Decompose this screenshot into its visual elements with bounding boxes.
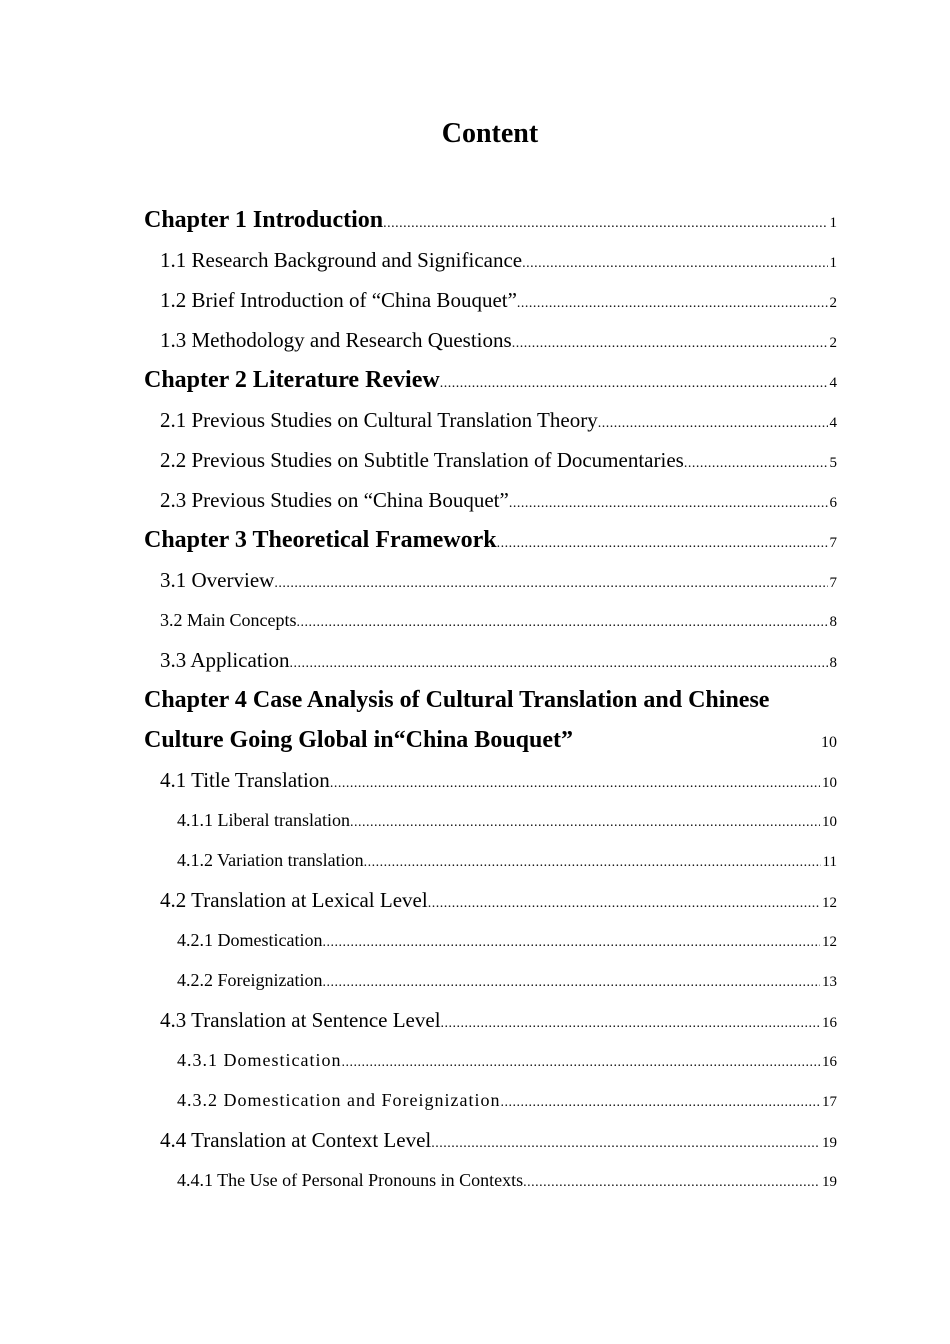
dot-leader <box>523 1163 820 1203</box>
toc-page-number: 16 <box>822 1015 837 1031</box>
dot-leader <box>522 244 827 284</box>
toc-page-number: 11 <box>822 854 837 870</box>
toc-page-number: 13 <box>822 974 837 990</box>
dot-leader <box>364 843 821 883</box>
dot-leader <box>330 764 820 804</box>
toc-entry-label-line1: Chapter 4 Case Analysis of Cultural Translation and Chinese <box>144 687 770 713</box>
toc-entry-section[interactable] <box>144 240 837 280</box>
dot-leader <box>684 444 828 484</box>
toc-page-number: 8 <box>829 655 837 671</box>
toc-page-number: 19 <box>822 1174 837 1190</box>
toc-entry-subsection[interactable] <box>144 800 837 840</box>
toc-entry-label: 4.1.2 Variation translation <box>177 850 364 870</box>
toc-entry-label: 4.3 Translation at Sentence Level <box>160 1008 441 1032</box>
toc-entry-subsection[interactable] <box>144 840 837 880</box>
toc-entry-label: Culture Going Global in“China Bouquet” <box>144 727 573 753</box>
toc-page-number: 10 <box>822 775 837 791</box>
table-of-contents <box>144 200 837 1200</box>
toc-entry-section[interactable] <box>144 560 837 600</box>
toc-entry-section[interactable] <box>144 1120 837 1160</box>
toc-entry-label: 4.2.1 Domestication <box>177 930 323 950</box>
toc-page-number: 16 <box>822 1054 837 1070</box>
toc-entry-label: 4.1.1 Liberal translation <box>177 810 350 830</box>
toc-entry-section[interactable] <box>144 480 837 520</box>
toc-entry-label: Chapter 1 Introduction <box>144 207 384 233</box>
toc-page-number: 10 <box>821 734 837 751</box>
dot-leader <box>509 484 828 524</box>
dot-leader <box>441 1004 820 1044</box>
toc-entry-label: 1.2 Brief Introduction of “China Bouquet” <box>160 288 517 312</box>
toc-entry-section[interactable] <box>144 1000 837 1040</box>
toc-page-number: 4 <box>829 415 837 431</box>
dot-leader <box>322 963 820 1003</box>
toc-page-number: 17 <box>822 1094 837 1110</box>
dot-leader <box>341 1043 820 1083</box>
dot-leader <box>598 404 828 444</box>
dot-leader <box>274 564 827 604</box>
toc-page-number: 8 <box>829 614 837 630</box>
toc-entry-label: 2.2 Previous Studies on Subtitle Translation of Documentaries <box>160 448 684 472</box>
dot-leader <box>512 324 828 364</box>
toc-entry-section[interactable] <box>144 760 837 800</box>
dot-leader <box>297 603 828 643</box>
toc-entry-label: Chapter 3 Theoretical Framework <box>144 527 497 553</box>
toc-page-number: 4 <box>829 375 837 391</box>
toc-entry-section[interactable] <box>144 600 837 640</box>
toc-entry-section[interactable] <box>144 440 837 480</box>
toc-entry-label: 3.3 Application <box>160 648 290 672</box>
toc-page-number: 12 <box>822 895 837 911</box>
toc-entry-label: 4.4.1 The Use of Personal Pronouns in Contexts <box>177 1170 524 1190</box>
dot-leader <box>383 204 827 244</box>
toc-entry-label: 3.2 Main Concepts <box>160 610 297 630</box>
toc-entry-line2 <box>144 720 837 760</box>
toc-entry-chapter[interactable] <box>144 360 837 400</box>
dot-leader <box>431 1124 820 1164</box>
dot-leader <box>350 803 820 843</box>
toc-entry-label: Chapter 2 Literature Review <box>144 367 440 393</box>
toc-entry-label: 4.2 Translation at Lexical Level <box>160 888 428 912</box>
toc-entry-section[interactable] <box>144 640 837 680</box>
toc-page-number: 10 <box>822 814 837 830</box>
toc-entry-label: 1.1 Research Background and Significance <box>160 248 523 272</box>
toc-entry-label: 4.4 Translation at Context Level <box>160 1128 432 1152</box>
toc-entry-label: 4.3.1 Domestication <box>177 1050 342 1070</box>
dot-leader <box>428 884 820 924</box>
toc-page-number: 7 <box>829 535 837 551</box>
toc-page-number: 2 <box>829 295 837 311</box>
toc-entry-subsection[interactable] <box>144 960 837 1000</box>
toc-entry-subsection[interactable] <box>144 920 837 960</box>
dot-leader <box>440 364 828 404</box>
dot-leader <box>290 644 828 684</box>
toc-entry-label: 2.3 Previous Studies on “China Bouquet” <box>160 488 509 512</box>
dot-leader <box>322 923 820 963</box>
toc-entry-label: 4.3.2 Domestication and Foreignization <box>177 1090 501 1110</box>
toc-page-number: 7 <box>829 575 837 591</box>
toc-entry-label: 4.1 Title Translation <box>160 768 330 792</box>
toc-entry-section[interactable] <box>144 280 837 320</box>
toc-entry-label: 4.2.2 Foreignization <box>177 970 323 990</box>
toc-entry-subsection[interactable] <box>144 1160 837 1200</box>
toc-page-number: 6 <box>829 495 837 511</box>
toc-entry-label: 3.1 Overview <box>160 568 275 592</box>
toc-entry-subsection[interactable] <box>144 1080 837 1120</box>
toc-page-number: 19 <box>822 1135 837 1151</box>
toc-entry-label: 1.3 Methodology and Research Questions <box>160 328 512 352</box>
toc-entry-subsection[interactable] <box>144 1040 837 1080</box>
toc-entry-section[interactable] <box>144 400 837 440</box>
toc-entry-chapter[interactable] <box>144 520 837 560</box>
toc-page-number: 12 <box>822 934 837 950</box>
page-title: Content <box>441 118 539 149</box>
toc-entry-section[interactable] <box>144 880 837 920</box>
toc-entry-chapter[interactable] <box>144 200 837 240</box>
dot-leader <box>517 284 828 324</box>
toc-entry-label: 2.1 Previous Studies on Cultural Translation Theory <box>160 408 598 432</box>
toc-entry-chapter-wrapped[interactable] <box>144 680 837 760</box>
dot-leader <box>500 1083 820 1123</box>
toc-page-number: 5 <box>829 455 837 471</box>
toc-entry-section[interactable] <box>144 320 837 360</box>
toc-page-number: 2 <box>829 335 837 351</box>
toc-page-number: 1 <box>829 255 837 271</box>
dot-leader <box>497 524 828 564</box>
toc-page-number: 1 <box>829 215 837 231</box>
